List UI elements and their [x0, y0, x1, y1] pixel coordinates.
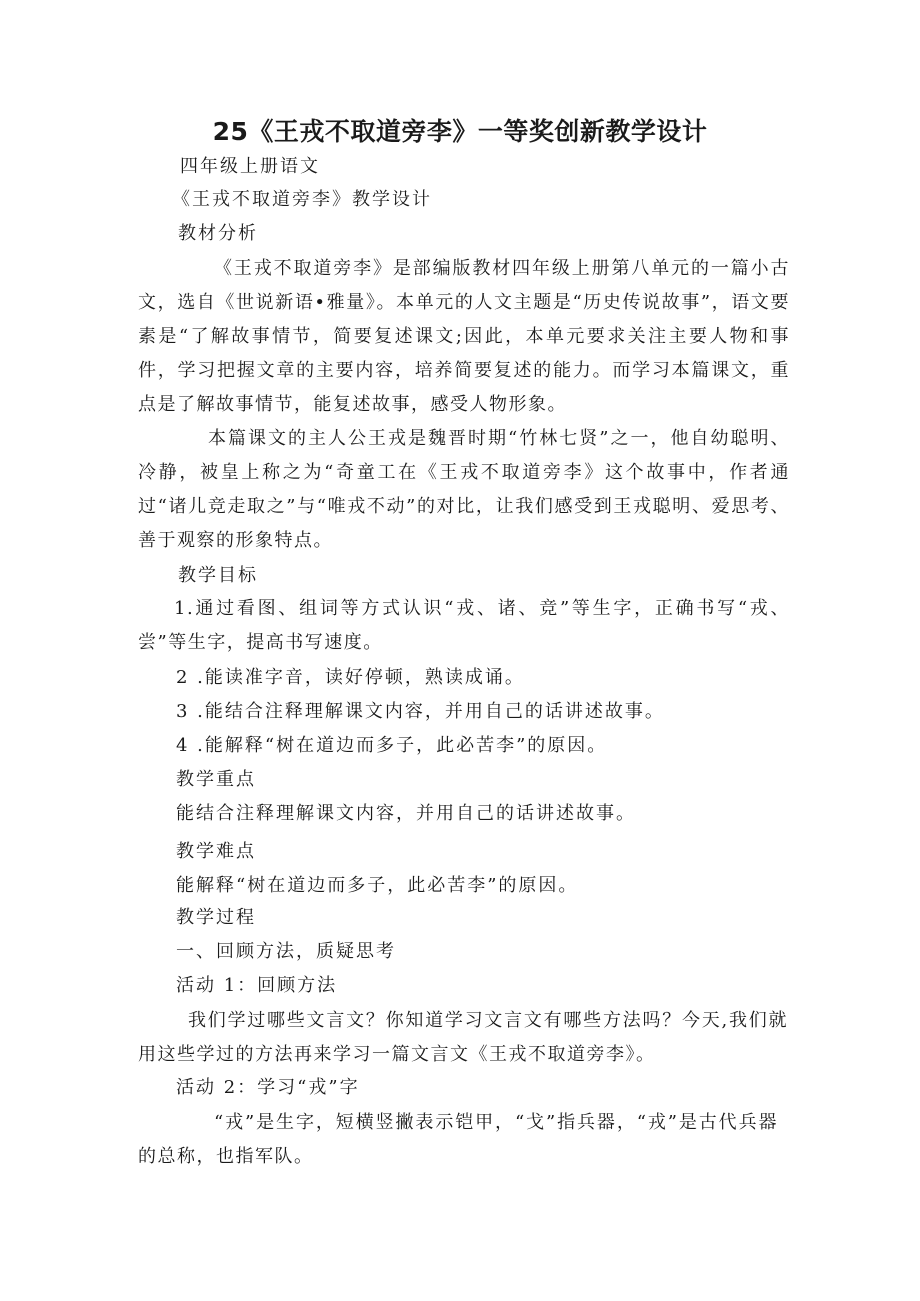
key-text: 能结合注释理解课文内容，并用自己的话讲述故事。 — [176, 803, 636, 824]
activity-1-text: 我们学过哪些文言文？你知道学习文言文有哪些方法吗？今天,我们就用这些学过的方法再来学习一篇文言文《王戎不取道旁李》。 — [138, 1010, 788, 1065]
goal-2: 2 .能读准字音，读好停顿，熟读成诵。 — [176, 667, 525, 688]
key-heading: 教学重点 — [176, 769, 256, 790]
activity-1-heading: 活动 1：回顾方法 — [176, 975, 338, 996]
analysis-heading: 教材分析 — [178, 223, 258, 244]
goal-4: 4 .能解释“树在道边而多子，此必苦李”的原因。 — [176, 735, 608, 756]
difficulty-text: 能解释“树在道边而多子，此必苦李”的原因。 — [176, 875, 579, 896]
document-title: 25《王戎不取道旁李》一等奖创新教学设计 — [212, 117, 708, 146]
goals-heading: 教学目标 — [178, 565, 258, 586]
goal-3: 3 .能结合注释理解课文内容，并用自己的话讲述故事。 — [176, 701, 665, 722]
process-heading: 教学过程 — [176, 907, 256, 928]
goal-1: 1.通过看图、组词等方式认识“戎、诸、竞”等生字，正确书写“戎、尝”等生字，提高书写速度。 — [138, 598, 790, 653]
analysis-paragraph-2: 本篇课文的主人公王戎是魏晋时期“竹林七贤”之一，他自幼聪明、冷静，被皇上称之为“奇童工在《王戎不取道旁李》这个故事中，作者通过“诸儿竞走取之”与“唯戎不动”的对比，让我们感受到王戎聪明、爱思考、善于观察的形象特点。 — [138, 428, 790, 551]
analysis-paragraph-1: 《王戎不取道旁李》是部编版教材四年级上册第八单元的一篇小古文，选自《世说新语•雅量》。本单元的人文主题是“历史传说故事”，语文要素是“了解故事情节，简要复述课文;因此，本单元要求关注主要人物和事件，学习把握文章的主要内容，培养简要复述的能力。而学习本篇课文，重点是了解故事情节，能复述故事，感受人物形象。 — [138, 258, 790, 415]
step-1-heading: 一、回顾方法，质疑思考 — [176, 941, 396, 962]
activity-2-text: “戎”是生字，短横竖撇表示铠甲，“戈”指兵器，“戎”是古代兵器的总称，也指军队。 — [138, 1112, 778, 1167]
difficulty-heading: 教学难点 — [176, 841, 256, 862]
design-title: 《王戎不取道旁李》教学设计 — [172, 189, 432, 210]
activity-2-heading: 活动 2：学习“戎”字 — [176, 1077, 360, 1098]
grade-subject: 四年级上册语文 — [180, 156, 320, 177]
